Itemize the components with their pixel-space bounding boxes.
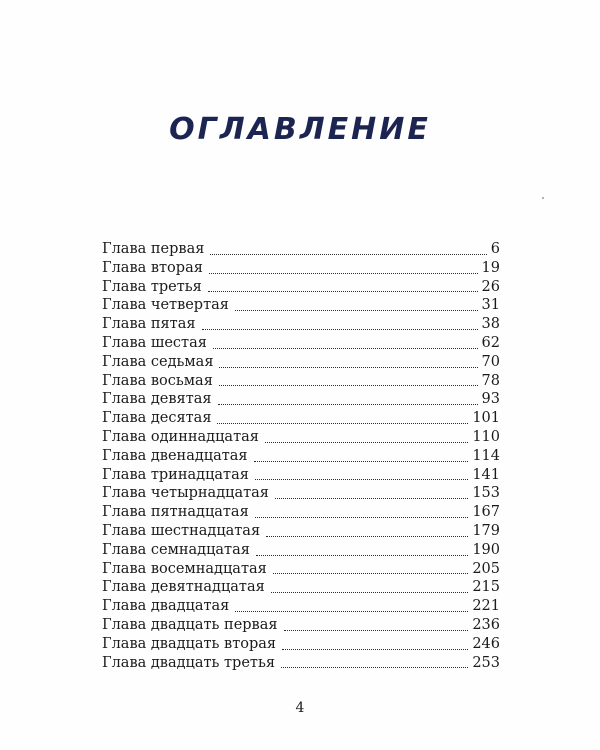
toc-entry — [102, 597, 500, 616]
toc-entry-label: Глава двадцать вторая — [102, 635, 277, 652]
toc-entry — [102, 428, 500, 447]
toc-entry-label: Глава четырнадцатая — [102, 485, 269, 502]
toc-entry-label: Глава двадцатая — [102, 598, 230, 615]
toc-entry — [102, 296, 500, 315]
toc-entry-page: 236 — [472, 616, 500, 633]
toc-dot-leader — [284, 630, 469, 631]
toc-entry-label: Глава девятая — [102, 391, 212, 408]
toc-dot-leader — [217, 423, 468, 424]
toc-entry-label: Глава пятнадцатая — [102, 504, 249, 521]
toc-entry — [102, 278, 500, 297]
toc-entry — [102, 616, 500, 635]
toc-entry — [102, 315, 500, 334]
toc-entry — [102, 390, 500, 409]
toc-entry — [102, 334, 500, 353]
toc-entry — [102, 522, 500, 541]
toc-dot-leader — [255, 479, 468, 480]
toc-entry-page: 26 — [481, 278, 500, 295]
toc-dot-leader — [235, 611, 468, 612]
toc-dot-leader — [273, 573, 469, 574]
toc-entry-page: 205 — [472, 560, 500, 577]
toc-dot-leader — [255, 517, 469, 518]
toc-entry-page: 179 — [472, 522, 500, 539]
toc-dot-leader — [235, 310, 478, 311]
toc-dot-leader — [213, 348, 478, 349]
toc-entry — [102, 503, 500, 522]
toc-entry-label: Глава первая — [102, 241, 205, 257]
toc-entry-page: 19 — [481, 259, 500, 276]
toc-entry-page: 153 — [472, 485, 500, 502]
toc-entry — [102, 541, 500, 560]
toc-dot-leader — [218, 404, 478, 405]
toc-entry — [102, 409, 500, 428]
toc-dot-leader — [210, 254, 486, 255]
page-title: ОГЛАВЛЕНИЕ — [169, 112, 431, 147]
toc-dot-leader — [219, 385, 478, 386]
toc-entry-page: 62 — [481, 334, 500, 351]
toc-entry-page: 78 — [481, 372, 500, 389]
toc-entry-page: 6 — [490, 241, 500, 257]
toc-dot-leader — [266, 536, 468, 537]
toc-entry-label: Глава шестнадцатая — [102, 522, 261, 539]
toc-entry — [102, 654, 500, 673]
toc-entry-page: 221 — [472, 598, 500, 615]
toc-entry — [102, 240, 500, 259]
toc-entry-label: Глава девятнадцатая — [102, 579, 265, 596]
toc-dot-leader — [271, 592, 469, 593]
table-of-contents — [102, 240, 500, 672]
toc-entry-page: 101 — [472, 410, 500, 427]
toc-entry-page: 93 — [481, 391, 500, 408]
toc-entry-label: Глава двенадцатая — [102, 447, 248, 464]
toc-entry-label: Глава вторая — [102, 259, 203, 276]
toc-entry-page: 70 — [481, 353, 500, 370]
toc-entry-label: Глава третья — [102, 278, 202, 295]
toc-dot-leader — [256, 555, 468, 556]
toc-entry — [102, 578, 500, 597]
toc-entry — [102, 466, 500, 485]
page-number: 4 — [295, 700, 305, 716]
toc-dot-leader — [281, 667, 468, 668]
toc-entry-label: Глава пятая — [102, 316, 196, 333]
toc-entry-page: 215 — [472, 579, 500, 596]
paper-speck — [542, 197, 544, 199]
toc-dot-leader — [265, 442, 468, 443]
toc-dot-leader — [275, 498, 468, 499]
toc-entry-label: Глава двадцать первая — [102, 616, 278, 633]
toc-entry — [102, 484, 500, 503]
toc-dot-leader — [282, 649, 468, 650]
toc-entry-page: 110 — [472, 428, 500, 445]
toc-entry-page: 253 — [472, 654, 500, 671]
toc-dot-leader — [254, 461, 469, 462]
toc-entry — [102, 372, 500, 391]
toc-entry-label: Глава четвертая — [102, 297, 229, 314]
toc-entry-label: Глава восемнадцатая — [102, 560, 267, 577]
toc-entry — [102, 353, 500, 372]
toc-entry-label: Глава одиннадцатая — [102, 428, 259, 445]
toc-entry-page: 141 — [472, 466, 500, 483]
toc-entry-label: Глава восьмая — [102, 372, 213, 389]
toc-entry-label: Глава тринадцатая — [102, 466, 249, 483]
toc-entry-page: 167 — [472, 504, 500, 521]
toc-entry — [102, 635, 500, 654]
toc-entry-label: Глава семнадцатая — [102, 541, 250, 558]
toc-entry — [102, 447, 500, 466]
toc-entry-page: 38 — [481, 316, 500, 333]
toc-entry-page: 190 — [472, 541, 500, 558]
toc-entry-page: 114 — [472, 447, 500, 464]
toc-entry-label: Глава шестая — [102, 334, 207, 351]
toc-entry-label: Глава десятая — [102, 410, 212, 427]
toc-entry-label: Глава двадцать третья — [102, 654, 275, 671]
toc-entry-page: 246 — [472, 635, 500, 652]
toc-entry-label: Глава седьмая — [102, 353, 214, 370]
toc-entry-page: 31 — [481, 297, 500, 314]
toc-entry — [102, 259, 500, 278]
toc-entry — [102, 560, 500, 579]
toc-dot-leader — [209, 273, 478, 274]
toc-dot-leader — [219, 367, 477, 368]
toc-dot-leader — [208, 291, 478, 292]
toc-dot-leader — [202, 329, 478, 330]
